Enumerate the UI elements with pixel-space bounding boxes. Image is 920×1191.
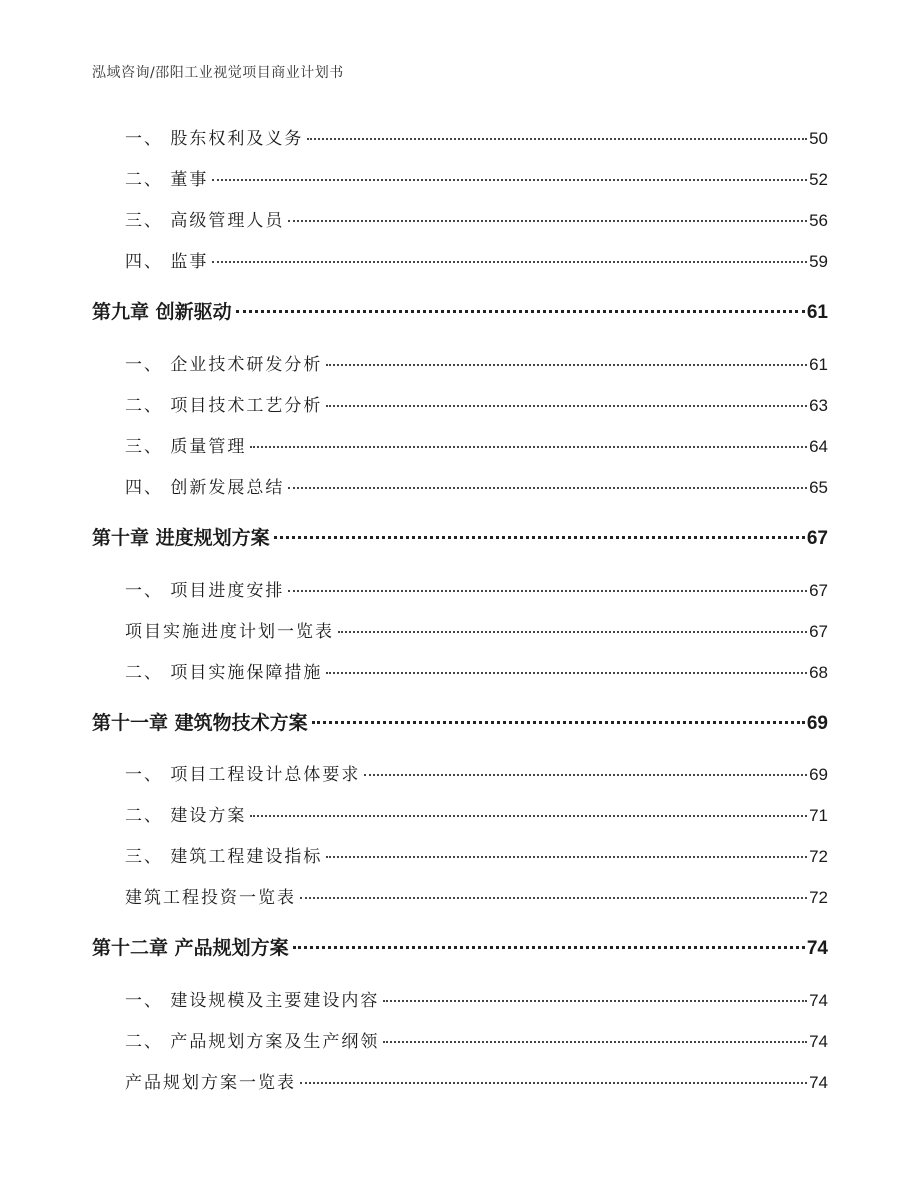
- toc-entry-page: 56: [809, 211, 828, 230]
- toc-entry-label: 三、 建筑工程建设指标: [125, 847, 323, 867]
- toc-entry-label: 项目实施进度计划一览表: [125, 622, 334, 642]
- dot-leader: [288, 220, 807, 222]
- toc-chapter-page: 67: [806, 528, 828, 549]
- toc-entry[interactable]: [125, 391, 828, 416]
- toc-entry[interactable]: [125, 801, 828, 826]
- dot-leader: [212, 179, 807, 181]
- dot-leader: [326, 672, 807, 674]
- toc-entry-label: 一、 建设规模及主要建设内容: [125, 991, 380, 1011]
- dot-leader: [250, 815, 807, 817]
- toc-chapter-label: 第十一章 建筑物技术方案: [92, 712, 308, 734]
- dot-leader: [288, 487, 807, 489]
- toc-chapter-label: 第十章 进度规划方案: [92, 527, 270, 549]
- toc-entry-label: 四、 监事: [125, 252, 209, 272]
- toc-entry[interactable]: [125, 658, 828, 683]
- dot-leader: [326, 364, 807, 366]
- toc-entry[interactable]: [125, 760, 828, 785]
- dot-leader: [326, 856, 807, 858]
- toc-chapter[interactable]: [92, 933, 828, 960]
- toc-entry-page: 69: [809, 765, 828, 784]
- toc-entry-label: 四、 创新发展总结: [125, 478, 285, 498]
- toc-entry-label: 一、 项目进度安排: [125, 581, 285, 601]
- toc-entry-label: 一、 企业技术研发分析: [125, 355, 323, 375]
- running-header: 泓域咨询/邵阳工业视觉项目商业计划书: [92, 65, 344, 81]
- toc-entry-page: 74: [809, 991, 828, 1010]
- toc-entry-label: 二、 建设方案: [125, 806, 247, 826]
- dot-leader: [288, 590, 807, 592]
- dot-leader: [383, 1000, 807, 1002]
- toc-entry-label: 产品规划方案一览表: [125, 1073, 296, 1093]
- dot-leader: [212, 261, 807, 263]
- toc-entry[interactable]: [125, 883, 828, 908]
- toc-entry-page: 64: [809, 437, 828, 456]
- toc-entry[interactable]: [125, 124, 828, 149]
- toc-entry-page: 63: [809, 396, 828, 415]
- toc-entry-page: 67: [809, 622, 828, 641]
- toc-entry-label: 三、 质量管理: [125, 437, 247, 457]
- dot-leader: [300, 897, 807, 899]
- toc-entry-page: 72: [809, 847, 828, 866]
- toc-entry-page: 61: [809, 355, 828, 374]
- toc-entry[interactable]: [125, 842, 828, 867]
- dot-leader: [338, 631, 807, 633]
- toc-entry-page: 74: [809, 1032, 828, 1051]
- toc-entry-label: 二、 董事: [125, 170, 209, 190]
- dot-leader: [383, 1041, 807, 1043]
- toc-entry[interactable]: [125, 432, 828, 457]
- toc-chapter-page: 69: [806, 713, 828, 734]
- toc-entry[interactable]: [125, 165, 828, 190]
- toc-entry-label: 二、 产品规划方案及生产纲领: [125, 1032, 380, 1052]
- toc-entry[interactable]: [125, 350, 828, 375]
- dot-leader: [312, 721, 805, 724]
- toc-entry[interactable]: [125, 247, 828, 272]
- toc-entry-page: 72: [809, 888, 828, 907]
- toc-entry-label: 三、 高级管理人员: [125, 211, 285, 231]
- dot-leader: [274, 536, 805, 539]
- toc-entry-page: 52: [809, 170, 828, 189]
- dot-leader: [307, 138, 807, 140]
- toc-entry-page: 50: [809, 129, 828, 148]
- dot-leader: [236, 310, 805, 313]
- toc-entry-page: 59: [809, 252, 828, 271]
- toc-chapter-label: 第十二章 产品规划方案: [92, 937, 289, 959]
- toc-entry[interactable]: [125, 1027, 828, 1052]
- toc-entry[interactable]: [125, 576, 828, 601]
- toc-entry-label: 二、 项目实施保障措施: [125, 663, 323, 683]
- toc-entry-page: 68: [809, 663, 828, 682]
- toc-entry[interactable]: [125, 986, 828, 1011]
- toc-entry[interactable]: [125, 1068, 828, 1093]
- toc-entry-page: 65: [809, 478, 828, 497]
- toc-entry[interactable]: [125, 617, 828, 642]
- toc-chapter[interactable]: [92, 297, 828, 324]
- toc-entry[interactable]: [125, 206, 828, 231]
- toc-chapter-page: 61: [806, 302, 828, 323]
- toc-entry-page: 67: [809, 581, 828, 600]
- dot-leader: [293, 946, 805, 949]
- toc-entry-label: 一、 股东权利及义务: [125, 129, 304, 149]
- toc-entry[interactable]: [125, 473, 828, 498]
- toc-entry-page: 74: [809, 1073, 828, 1092]
- dot-leader: [250, 446, 807, 448]
- toc-entry-page: 71: [809, 806, 828, 825]
- dot-leader: [364, 774, 807, 776]
- toc-entry-label: 一、 项目工程设计总体要求: [125, 765, 361, 785]
- toc-chapter-label: 第九章 创新驱动: [92, 301, 232, 323]
- toc-entry-label: 建筑工程投资一览表: [125, 888, 296, 908]
- toc-chapter[interactable]: [92, 708, 828, 735]
- toc-chapter-page: 74: [806, 938, 828, 959]
- dot-leader: [326, 405, 807, 407]
- toc-entry-label: 二、 项目技术工艺分析: [125, 396, 323, 416]
- toc-chapter[interactable]: [92, 523, 828, 550]
- dot-leader: [300, 1082, 807, 1084]
